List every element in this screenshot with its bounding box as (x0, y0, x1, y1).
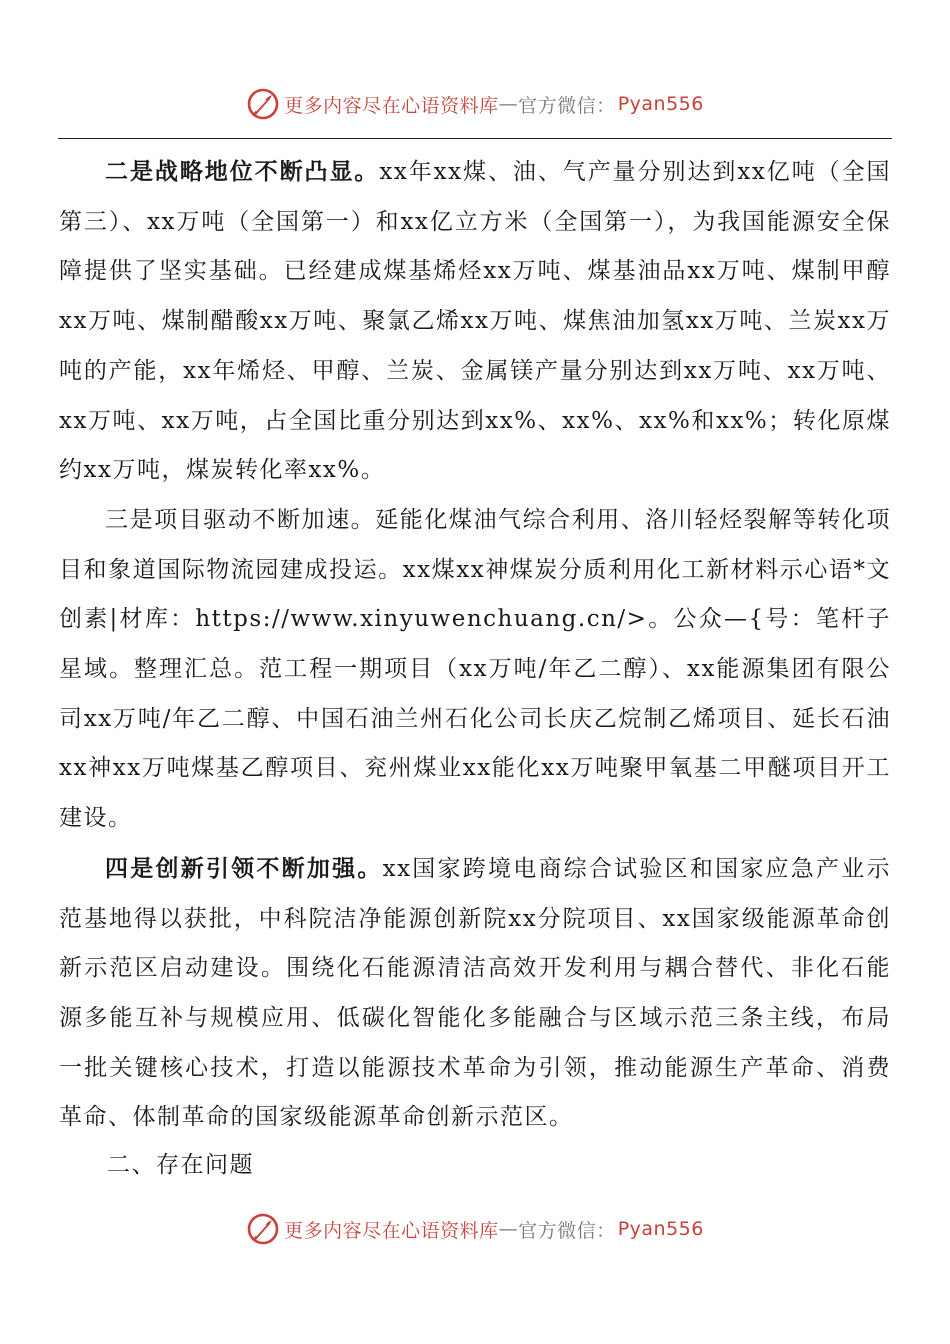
header-rule (58, 138, 892, 139)
banner-wechat-id: Pyan556 (617, 93, 704, 115)
paragraph-text: xx国家跨境电商综合试验区和国家应急产业示范基地得以获批，中科院洁净能源创新院xx分院项目、xx国家级能源革命创新示范区启动建设。围绕化石能源清洁高效开发利用与耦合替代、非化石能源多能互补与规模应用、低碳化智能化多能融合与区域示范三条主线，布局一批关键核心技术，打造以能源技术革命为引领，推动能源生产革命、消费革命、体制革命的国家级能源革命创新示范区。 (59, 855, 891, 1131)
banner-channel-text: 官方微信： (518, 94, 616, 117)
paragraph-text: 三是项目驱动不断加速。延能化煤油气综合利用、洛川轻烃裂解等转化项目和象道国际物流园建成投运。xx煤xx神煤炭分质利用化工新材料示心语*文创素|材库：https://www.xinyuwenchuang.cn/>。公众—{号：笔杆子星域。整理汇总。范工程一期项目（xx万吨/年乙二醇）、xx能源集团有限公司xx万吨/年乙二醇、中国石油兰州石化公司长庆乙烷制乙烯项目、延长石油xx神xx万吨煤基乙醇项目、兖州煤业xx能化xx万吨聚甲氧基二甲醚项目开工建设。 (59, 506, 891, 832)
paragraph-project-driven (59, 496, 891, 844)
paragraph-strategic-position (59, 147, 891, 496)
header-banner (0, 84, 950, 124)
paragraph-text: xx年xx煤、油、气产量分别达到xx亿吨（全国第三）、xx万吨（全国第一）和xx亿立方米（全国第一），为我国能源安全保障提供了坚实基础。已经建成煤基烯烃xx万吨、煤基油品xx万吨、煤制甲醇xx万吨、煤制醋酸xx万吨、聚氯乙烯xx万吨、煤焦油加氢xx万吨、兰炭xx万吨的产能，xx年烯烃、甲醇、兰炭、金属镁产量分别达到xx万吨、xx万吨、xx万吨、xx万吨，占全国比重分别达到xx%、xx%、xx%和xx%；转化原煤约xx万吨，煤炭转化率xx%。 (59, 159, 892, 484)
banner-wechat-id: Pyan556 (617, 1218, 704, 1240)
paragraph-lead: 二是战略地位不断凸显。 (105, 158, 380, 185)
quill-logo-icon (246, 1212, 280, 1246)
paragraph-lead: 四是创新引领不断加强。 (105, 854, 383, 882)
banner-separator: — (498, 1218, 519, 1240)
paragraph-innovation (59, 844, 891, 1143)
banner-brand-text: 更多内容尽在心语资料库 (284, 94, 499, 117)
document-body (59, 147, 891, 1143)
banner-channel-text: 官方微信： (518, 1219, 616, 1242)
banner-separator: — (498, 93, 519, 115)
footer-banner (0, 1209, 950, 1249)
quill-logo-icon (246, 87, 280, 121)
section-heading: 二、存在问题 (107, 1152, 254, 1178)
banner-brand-text: 更多内容尽在心语资料库 (284, 1219, 499, 1242)
